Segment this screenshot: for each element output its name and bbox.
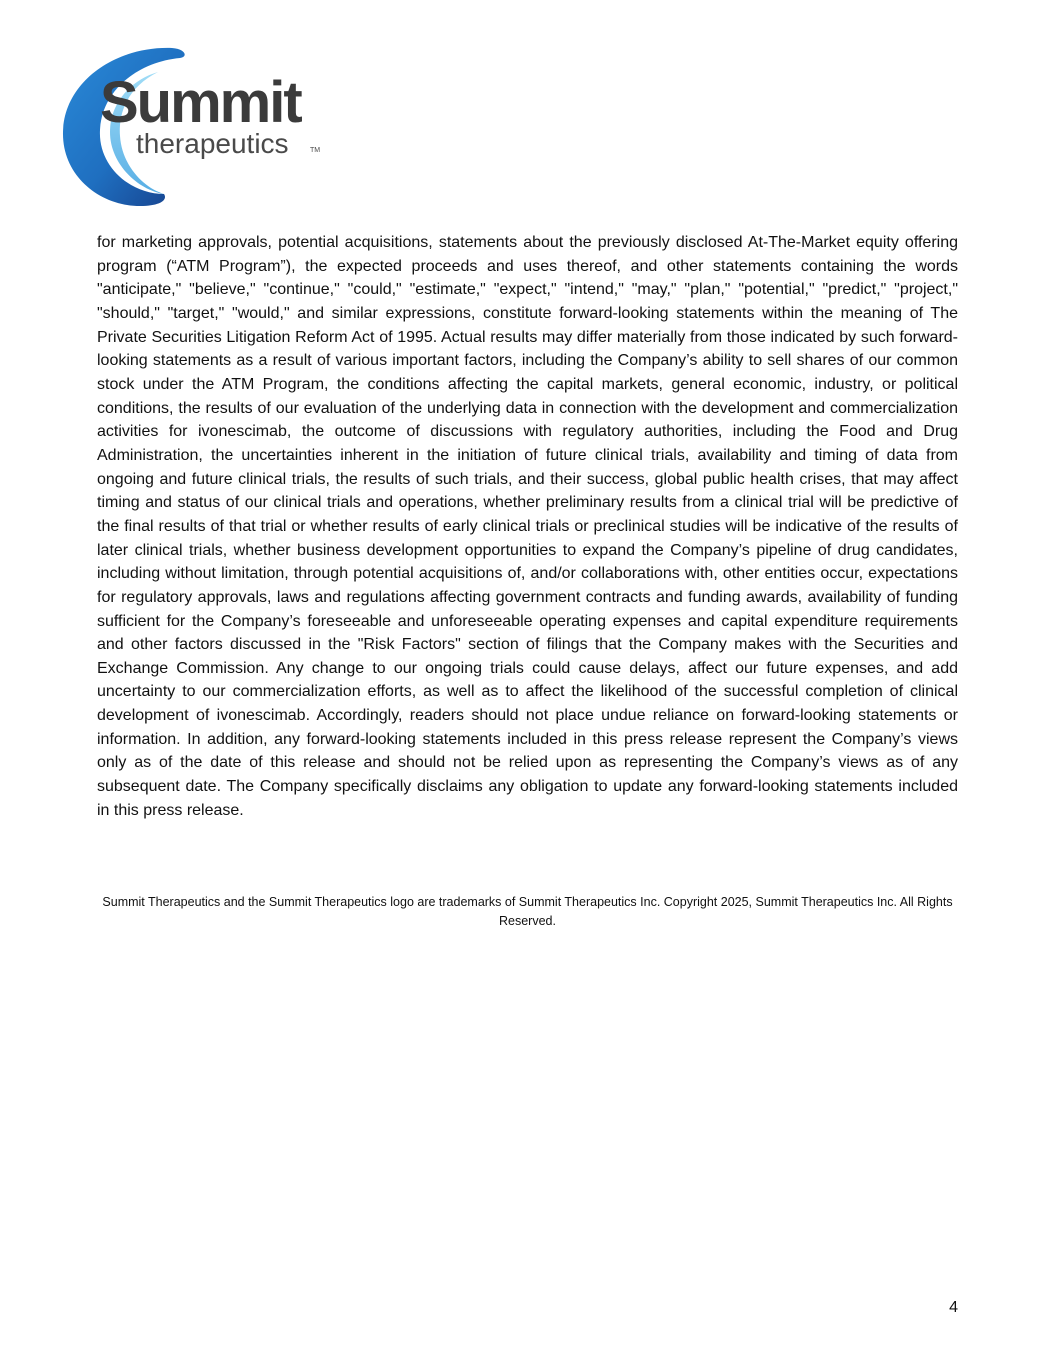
logo-trademark-mark: TM [310, 147, 321, 154]
trademark-copyright-note: Summit Therapeutics and the Summit Therapeutics logo are trademarks of Summit Therapeutics Inc. Copyright 2025, Summit Therapeutics Inc. All Rights Reserved. [102, 895, 953, 928]
company-logo [60, 44, 330, 210]
forward-looking-statements-paragraph: for marketing approvals, potential acquisitions, statements about the previously disclosed At-The-Market equity offering program (“ATM Program”), the expected proceeds and uses thereof, and other statements containing the words "anticipate," "believe," "continue," "could," "estimate," "expect," "intend," "may," "plan," "potential," "predict," "project," "should," "target," "would," and similar expressions, constitute forward-looking statements within the meaning of The Private Securities Litigation Reform Act of 1995. Actual results may differ materially from those indicated by such forward-looking statements as a result of various important factors, including the Company’s ability to sell shares of our common stock under the ATM Program, the conditions affecting the capital markets, general economic, industry, or political conditions, the results of our evaluation of the underlying data in connection with the development and commercialization activities for ivonescimab, the outcome of discussions with regulatory authorities, including the Food and Drug Administration, the uncertainties inherent in the initiation of future clinical trials, availability and timing of data from ongoing and future clinical trials, the results of such trials, and their success, global public health crises, that may affect timing and status of our clinical trials and operations, whether preliminary results from a clinical trial will be predictive of the final results of that trial or whether results of early clinical trials or preclinical studies will be indicative of the results of later clinical trials, whether business development opportunities to expand the Company’s pipeline of drug candidates, including without limitation, through potential acquisitions of, and/or collaborations with, other entities occur, expectations for regulatory approvals, laws and regulations affecting government contracts and funding awards, availability of funding sufficient for the Company’s foreseeable and unforeseeable operating expenses and capital expenditure requirements and other factors discussed in the "Risk Factors" section of filings that the Company makes with the Securities and Exchange Commission. Any change to our ongoing trials could cause delays, affect our future expenses, and add uncertainty to our commercialization efforts, as well as to affect the likelihood of the successful completion of clinical development of ivonescimab. Accordingly, readers should not place undue reliance on forward-looking statements or information. In addition, any forward-looking statements included in this press release represent the Company’s views only as of the date of this release and should not be relied upon as representing the Company’s views as of any subsequent date. The Company specifically disclaims any obligation to update any forward-looking statements included in this press release. [97, 234, 958, 819]
logo-sub-text: therapeutics [136, 128, 289, 159]
logo-brand-text: Summit [100, 70, 301, 135]
page-number: 4 [949, 1299, 958, 1316]
